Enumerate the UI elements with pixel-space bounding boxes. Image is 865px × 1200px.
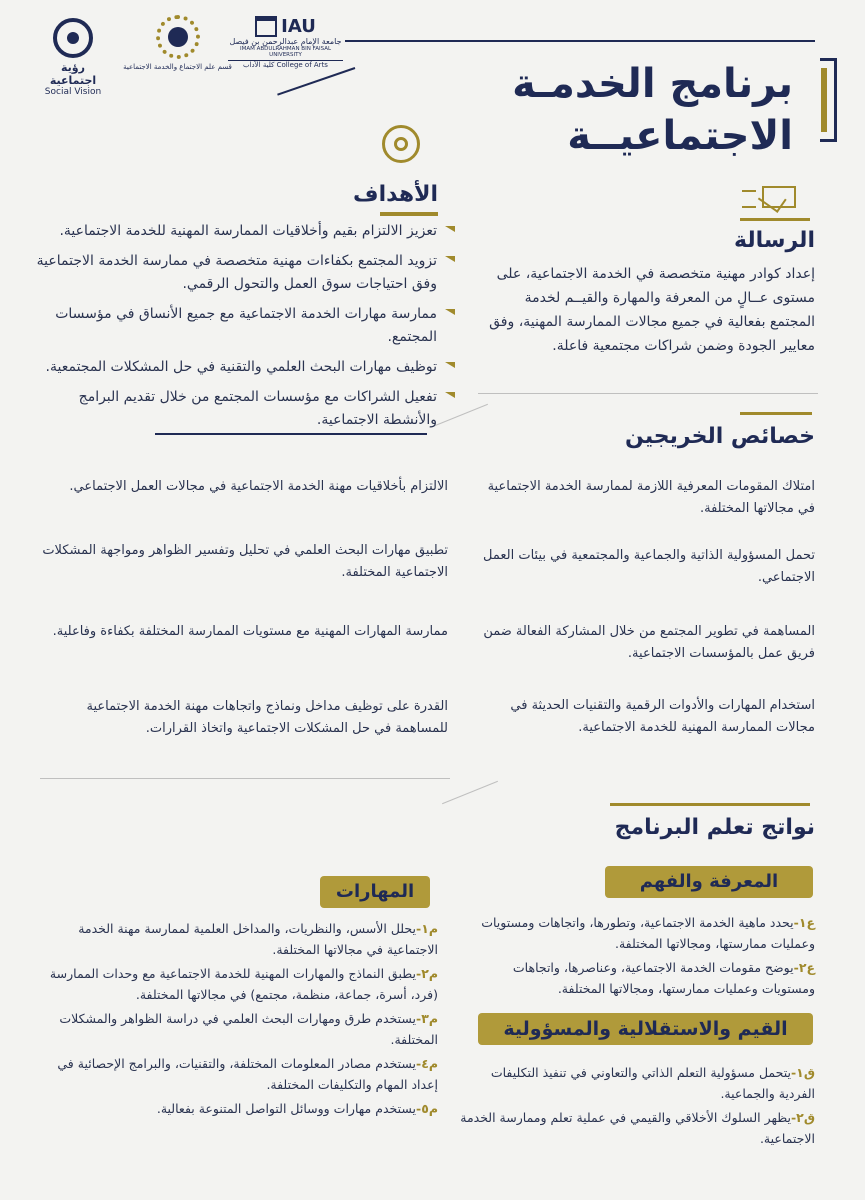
iau-college: كلية الآداب College of Arts (228, 60, 343, 69)
social-vision-logo (38, 18, 108, 97)
goals-section (35, 220, 455, 439)
item-number: ق١- (790, 1065, 815, 1080)
goal-item: ممارسة مهارات الخدمة الاجتماعية مع جميع الأنساق في مؤسسات المجتمع. (35, 303, 455, 349)
dept-logo (120, 15, 235, 71)
dept-emblem-icon (156, 15, 200, 59)
skills-pill: المهارات (320, 876, 430, 908)
top-divider (345, 40, 815, 42)
grad-left-2: تطبيق مهارات البحث العلمي في تحليل وتفسير الظواهر ومواجهة المشكلات الاجتماعية المختلفة. (42, 543, 448, 580)
goal-item: تزويد المجتمع بكفاءات مهنية متخصصة في ممارسة الخدمة الاجتماعية وفق احتياجات سوق العمل والتحول الرقمي. (35, 250, 455, 296)
goals-heading: الأهداف (353, 182, 438, 207)
skills-item (38, 1053, 438, 1095)
envelope-icon (762, 186, 796, 208)
divider-diag-2 (442, 781, 498, 804)
item-text: يوضح مقومات الخدمة الاجتماعية، وعناصرها، واتجاهات ومستويات وعمليات ممارستها، ومجالاتها المختلفة. (512, 960, 815, 996)
goal-item: توظيف مهارات البحث العلمي والتقنية في حل المشكلات المجتمعية. (35, 356, 455, 379)
mission-underline (740, 218, 810, 221)
title-line-1: برنامج الخدمـة (512, 61, 793, 107)
skills-item (38, 1008, 438, 1050)
title-bracket-gold (821, 68, 827, 132)
mission-text: إعداد كوادر مهنية متخصصة في الخدمة الاجتماعية، على مستوى عــالٍ من المعرفة والمهارة والقيــم لخدمة المجتمع بفعالية في جميع مجالات الممارسة المهنية، وفق معايير الجودة وضمن شراكات مجتمعية فاعلة. (489, 266, 815, 354)
mission-heading: الرسالة (734, 228, 815, 253)
item-text: يستخدم طرق ومهارات البحث العلمي في دراسة الظواهر والمشكلات المختلفة. (59, 1011, 438, 1047)
item-number: م٥- (415, 1101, 438, 1116)
item-text: يطبق النماذج والمهارات المهنية للخدمة الاجتماعية مع وحدات الممارسة (فرد، أسرة، جماعة، منظمة، مجتمع) في مجالاتها المختلفة. (49, 966, 438, 1002)
goal-item: تفعيل الشراكات مع مؤسسات المجتمع من خلال تقديم البرامج والأنشطة الاجتماعية. (35, 386, 455, 432)
iau-acronym: IAU (281, 16, 316, 37)
knowledge-list (465, 912, 815, 1002)
knowledge-pill: المعرفة والفهم (605, 866, 813, 898)
goals-underline (380, 212, 438, 216)
item-text: يظهر السلوك الأخلاقي والقيمي في عملية تعلم وممارسة الخدمة الاجتماعية. (460, 1110, 815, 1146)
item-text: يتحمل مسؤولية التعلم الذاتي والتعاوني في تنفيذ التكليفات الفردية والجماعية. (490, 1065, 815, 1101)
knowledge-item (465, 957, 815, 999)
grad-right-3: المساهمة في تطوير المجتمع من خلال المشاركة الفعالة ضمن فريق عمل بالمؤسسات الاجتماعية. (483, 624, 815, 661)
values-list (460, 1062, 815, 1152)
top-divider-diag (277, 67, 355, 96)
item-text: يستخدم مصادر المعلومات المختلفة، والتقنيات، والبرامج الإحصائية في إعداد المهام والتكليفات المختلفة. (57, 1056, 438, 1092)
knowledge-item (465, 912, 815, 954)
grad-right-4: استخدام المهارات والأدوات الرقمية والتقنيات الحديثة في مجالات الممارسة المهنية للخدمة الاجتماعية. (510, 698, 815, 735)
item-number: ع٢- (793, 960, 815, 975)
grad-left-3: ممارسة المهارات المهنية مع مستويات الممارسة المختلفة بكفاءة وفاعلية. (52, 624, 448, 639)
iau-logo (228, 16, 343, 69)
skills-item (38, 918, 438, 960)
item-text: يحدد ماهية الخدمة الاجتماعية، وتطورها، واتجاهات ومستويات وعمليات ممارستها، ومجالاتها المختلفة. (481, 915, 815, 951)
target-icon (382, 125, 420, 163)
graduates-heading: خصائص الخريجين (625, 424, 815, 449)
grad-right-1: امتلاك المقومات المعرفية اللازمة لممارسة الخدمة الاجتماعية في مجالاتها المختلفة. (487, 479, 815, 516)
item-text: يستخدم مهارات ووسائل التواصل المتنوعة بفعالية. (156, 1101, 416, 1116)
outcomes-underline (610, 803, 810, 806)
item-text: يحلل الأسس، والنظريات، والمداخل العلمية لممارسة مهنة الخدمة الاجتماعية في مجالاتها المختلفة. (78, 921, 438, 957)
eye-icon (53, 18, 93, 58)
grad-left-1: الالتزام بأخلاقيات مهنة الخدمة الاجتماعية في مجالات العمل الاجتماعي. (69, 479, 448, 494)
envelope-lines (742, 190, 756, 208)
goal-item: تعزيز الالتزام بقيم وأخلاقيات الممارسة المهنية للخدمة الاجتماعية. (35, 220, 455, 243)
goals-list (35, 220, 455, 432)
item-number: ق٢- (790, 1110, 815, 1125)
divider-mid-3 (40, 778, 450, 779)
title-line-2: الاجتماعيــة (567, 113, 793, 159)
iau-name-en: IMAM ABDULRAHMAN BIN FAISAL UNIVERSITY (239, 46, 332, 58)
values-item (460, 1107, 815, 1149)
page-title (453, 58, 793, 162)
item-number: ع١- (793, 915, 815, 930)
vision-ar: رؤية اجتماعية (49, 61, 97, 87)
outcomes-heading: نواتج تعلم البرنامج (614, 815, 815, 840)
values-item (460, 1062, 815, 1104)
iau-name-ar: جامعة الإمام عبدالرحمن بن فيصل (229, 37, 342, 46)
values-pill: القيم والاستقلالية والمسؤولية (478, 1013, 813, 1045)
item-number: م٢- (415, 966, 438, 981)
dept-name: قسم علم الاجتماع والخدمة الاجتماعية (123, 63, 232, 71)
item-number: م١- (415, 921, 438, 936)
book-icon (255, 16, 277, 37)
item-number: م٤- (415, 1056, 438, 1071)
grad-right-2: تحمل المسؤولية الذاتية والجماعية والمجتمعية في بيئات العمل الاجتماعي. (483, 548, 815, 585)
skills-list (38, 918, 438, 1122)
skills-item (38, 1098, 438, 1119)
skills-item (38, 963, 438, 1005)
divider-mid-1 (478, 393, 818, 394)
grad-left-4: القدرة على توظيف مداخل ونماذج واتجاهات مهنة الخدمة الاجتماعية للمساهمة في حل المشكلات الاجتماعية واتخاذ القرارات. (86, 699, 448, 736)
vision-en: Social Vision (44, 87, 102, 97)
item-number: م٣- (415, 1011, 438, 1026)
graduates-underline (740, 412, 812, 415)
